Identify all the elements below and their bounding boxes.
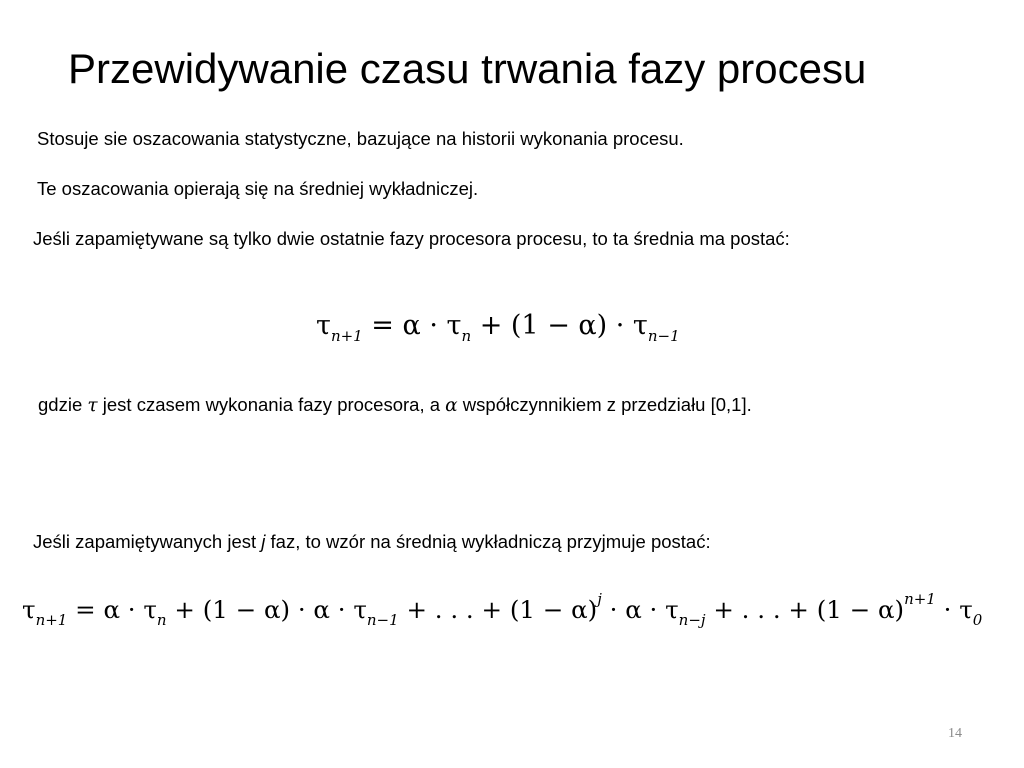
- formula-symbol: τ: [22, 595, 36, 624]
- tau-symbol: τ: [87, 395, 98, 416]
- formula-symbol: + (1 − α) · τ: [471, 310, 648, 341]
- j-phases-prefix: Jeśli zapamiętywanych jest: [33, 531, 262, 552]
- paragraph-j-phases: [33, 528, 993, 555]
- paragraph-exponential-average: Te oszacowania opierają się na średniej wykładniczej.: [37, 178, 479, 199]
- formula-subscript: n−1: [647, 327, 680, 345]
- paragraph-statistical-estimates: Stosuje sie oszacowania statystyczne, bazujące na historii wykonania procesu.: [37, 128, 684, 149]
- j-phases-suffix: faz, to wzór na średnią wykładniczą przyjmuje postać:: [265, 531, 711, 552]
- slide-title: Przewidywanie czasu trwania fazy procesu: [68, 45, 867, 92]
- formula-symbol: + . . . + (1 − α): [705, 595, 905, 624]
- gdzie-text: gdzie: [38, 394, 88, 415]
- formula-superscript: j: [597, 590, 602, 608]
- formula-general-average: [22, 592, 982, 628]
- alpha-definition-text: współczynnikiem z przedziału [0,1].: [457, 394, 752, 415]
- page-number: 14: [948, 726, 962, 741]
- formula-symbol: · α · τ: [601, 595, 679, 624]
- formula-subscript: n+1: [330, 327, 363, 345]
- formula-subscript: n+1: [35, 611, 68, 629]
- alpha-symbol: α: [445, 395, 458, 416]
- j-variable: j: [261, 531, 266, 552]
- formula-symbol: + . . . + (1 − α): [398, 595, 598, 624]
- formula-two-phase-average: [316, 312, 680, 344]
- formula-subscript: n−j: [678, 611, 706, 629]
- formula-symbol: = α · τ: [362, 310, 462, 341]
- formula-symbol: = α · τ: [67, 595, 157, 624]
- formula-subscript: n: [156, 611, 167, 629]
- paragraph-symbol-definitions: [38, 391, 998, 419]
- formula-subscript: n−1: [366, 611, 399, 629]
- formula-subscript: n: [461, 327, 472, 345]
- formula-symbol: τ: [316, 310, 331, 341]
- formula-superscript: n+1: [904, 590, 936, 608]
- formula-subscript: 0: [972, 611, 983, 629]
- formula-symbol: + (1 − α) · α · τ: [166, 595, 367, 624]
- paragraph-two-phases: Jeśli zapamiętywane są tylko dwie ostatnie fazy procesora procesu, to ta średnia ma postać:: [33, 228, 790, 249]
- formula-symbol: · τ: [935, 595, 973, 624]
- tau-definition-text: jest czasem wykonania fazy procesora, a: [97, 394, 446, 415]
